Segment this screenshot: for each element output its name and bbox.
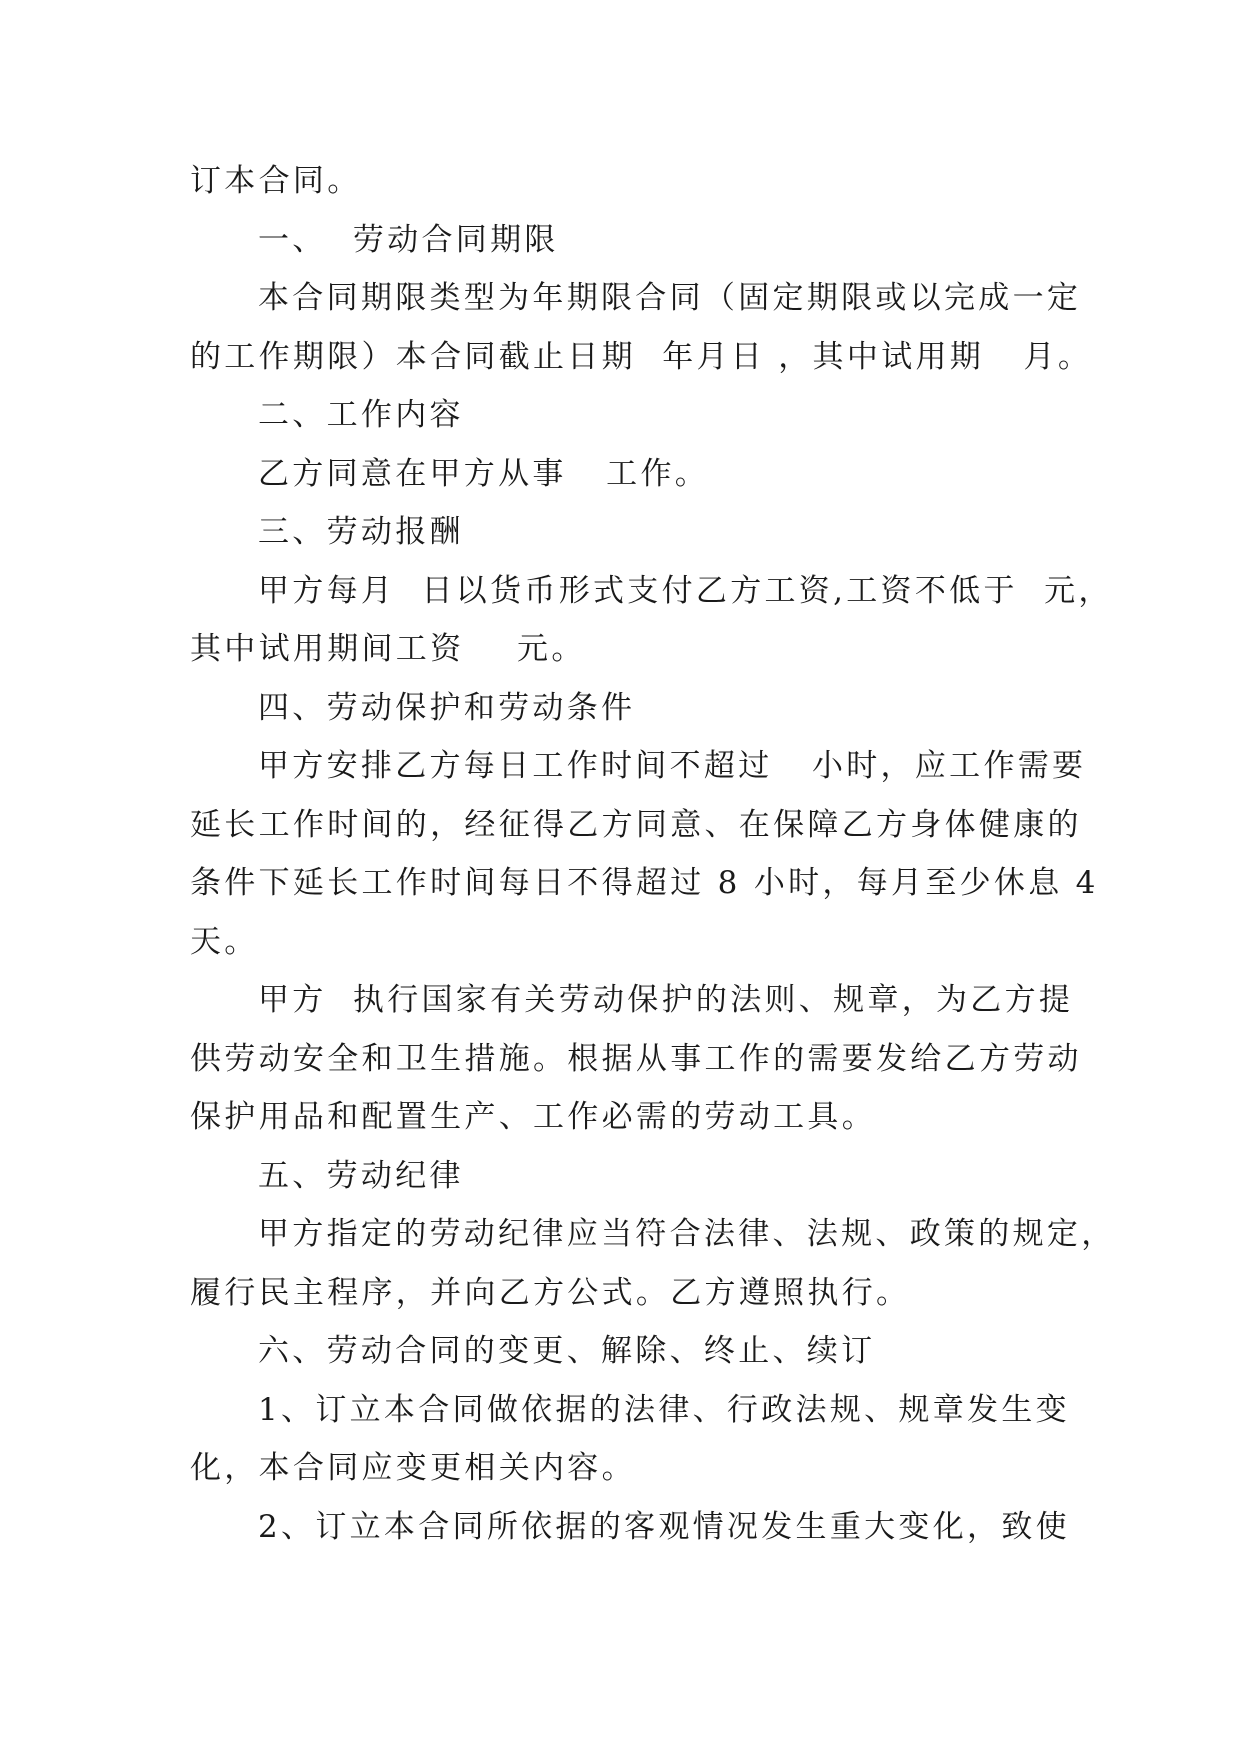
text-line: 乙方同意在甲方从事 工作。 [258,455,710,492]
text-line: 甲方每月 日以货币形式支付乙方工资,工资不低于 元， [258,572,1113,609]
text-line: 保护用品和配置生产、工作必需的劳动工具。 [190,1099,876,1135]
section-heading-protection: 四、劳动保护和劳动条件 [258,689,636,726]
section-heading-discipline: 五、劳动纪律 [258,1157,464,1194]
text-line: 2、订立本合同所依据的客观情况发生重大变化，致使 [258,1508,1070,1545]
text-line: 条件下延长工作时间每日不得超过 8 小时，每月至少休息 4 [190,865,1099,901]
text-line: 履行民主程序，并向乙方公式。乙方遵照执行。 [190,1274,911,1311]
text-line: 天。 [190,923,259,960]
section-heading-remuneration: 三、劳动报酬 [258,514,464,550]
text-line: 甲方 执行国家有关劳动保护的法则、规章，为乙方提 [258,982,1074,1018]
text-line: 延长工作时间的，经征得乙方同意、在保障乙方身体健康的 [190,806,1082,843]
text-line: 供劳动安全和卫生措施。根据从事工作的需要发给乙方劳动 [190,1040,1082,1077]
section-heading-term: 一、 劳动合同期限 [258,221,559,258]
section-heading-work-content: 二、工作内容 [258,397,464,433]
text-line: 化，本合同应变更相关内容。 [190,1450,636,1486]
text-line: 甲方安排乙方每日工作时间不超过 小时，应工作需要 [258,748,1087,784]
text-line: 本合同期限类型为年期限合同（固定期限或以完成一定 [258,280,1082,316]
text-line: 的工作期限）本合同截止日期 年月日 ，其中试用期 月。 [190,338,1093,375]
text-line: 订本合同。 [190,163,362,199]
section-heading-changes: 六、劳动合同的变更、解除、终止、续订 [258,1333,876,1369]
text-line: 其中试用期间工资 元。 [190,631,586,667]
text-line: 1、订立本合同做依据的法律、行政法规、规章发生变 [258,1391,1070,1428]
contract-text [190,152,1116,1556]
text-line: 甲方指定的劳动纪律应当符合法律、法规、政策的规定， [258,1216,1116,1252]
